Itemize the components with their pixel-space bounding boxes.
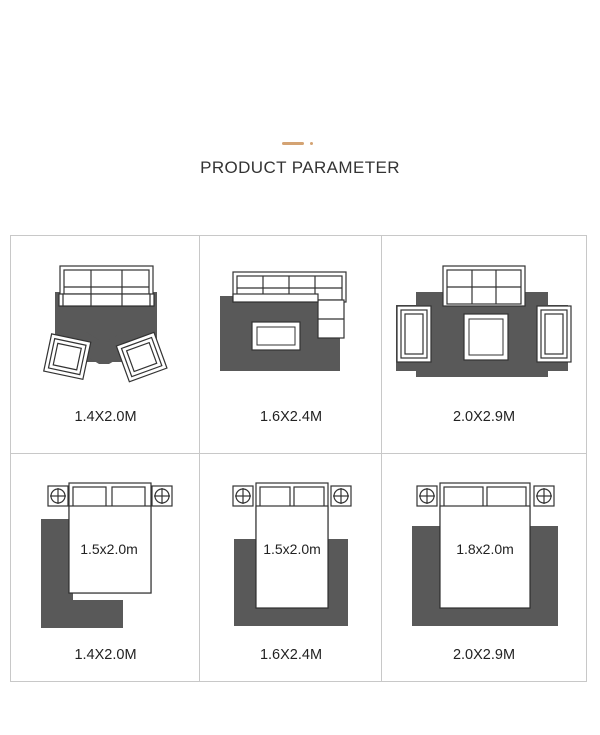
nightstand-icon bbox=[48, 486, 68, 506]
accent-bar bbox=[282, 142, 304, 145]
page-title: PRODUCT PARAMETER bbox=[200, 158, 400, 177]
sofa-icon bbox=[59, 266, 154, 306]
size-label: 1.4X2.0M bbox=[74, 409, 137, 426]
accent-dot bbox=[310, 142, 313, 145]
armchair-icon bbox=[537, 306, 571, 362]
panel-bed-medium bbox=[199, 453, 382, 681]
bed-icon bbox=[69, 483, 151, 593]
nightstand-icon bbox=[417, 486, 437, 506]
sofa-icon bbox=[443, 266, 525, 306]
armchair-icon bbox=[44, 334, 91, 379]
bed-size-label: 1.8x2.0m bbox=[456, 541, 515, 558]
panel-sofa-large bbox=[381, 235, 586, 454]
nightstand-icon bbox=[233, 486, 253, 506]
panel-sofa-small bbox=[10, 235, 200, 454]
size-label: 1.6X2.4M bbox=[259, 647, 323, 664]
panel-sofa-medium bbox=[199, 235, 382, 454]
nightstand-icon bbox=[152, 486, 172, 506]
size-label: 1.6X2.4M bbox=[259, 409, 323, 426]
size-label: 2.0X2.9M bbox=[452, 647, 516, 664]
title-accent bbox=[282, 142, 314, 146]
size-label: 1.4X2.0M bbox=[74, 647, 137, 664]
armchair-icon bbox=[397, 306, 431, 362]
size-grid bbox=[11, 236, 586, 681]
panel-bed-large bbox=[381, 453, 586, 681]
coffee-table-icon bbox=[464, 314, 508, 360]
nightstand-icon bbox=[534, 486, 554, 506]
size-label: 2.0X2.9M bbox=[452, 409, 516, 426]
bed-size-label: 1.5x2.0m bbox=[80, 541, 139, 558]
bed-size-label: 1.5x2.0m bbox=[263, 541, 322, 558]
coffee-table-icon bbox=[252, 322, 300, 350]
nightstand-icon bbox=[331, 486, 351, 506]
panel-bed-small bbox=[10, 453, 200, 681]
